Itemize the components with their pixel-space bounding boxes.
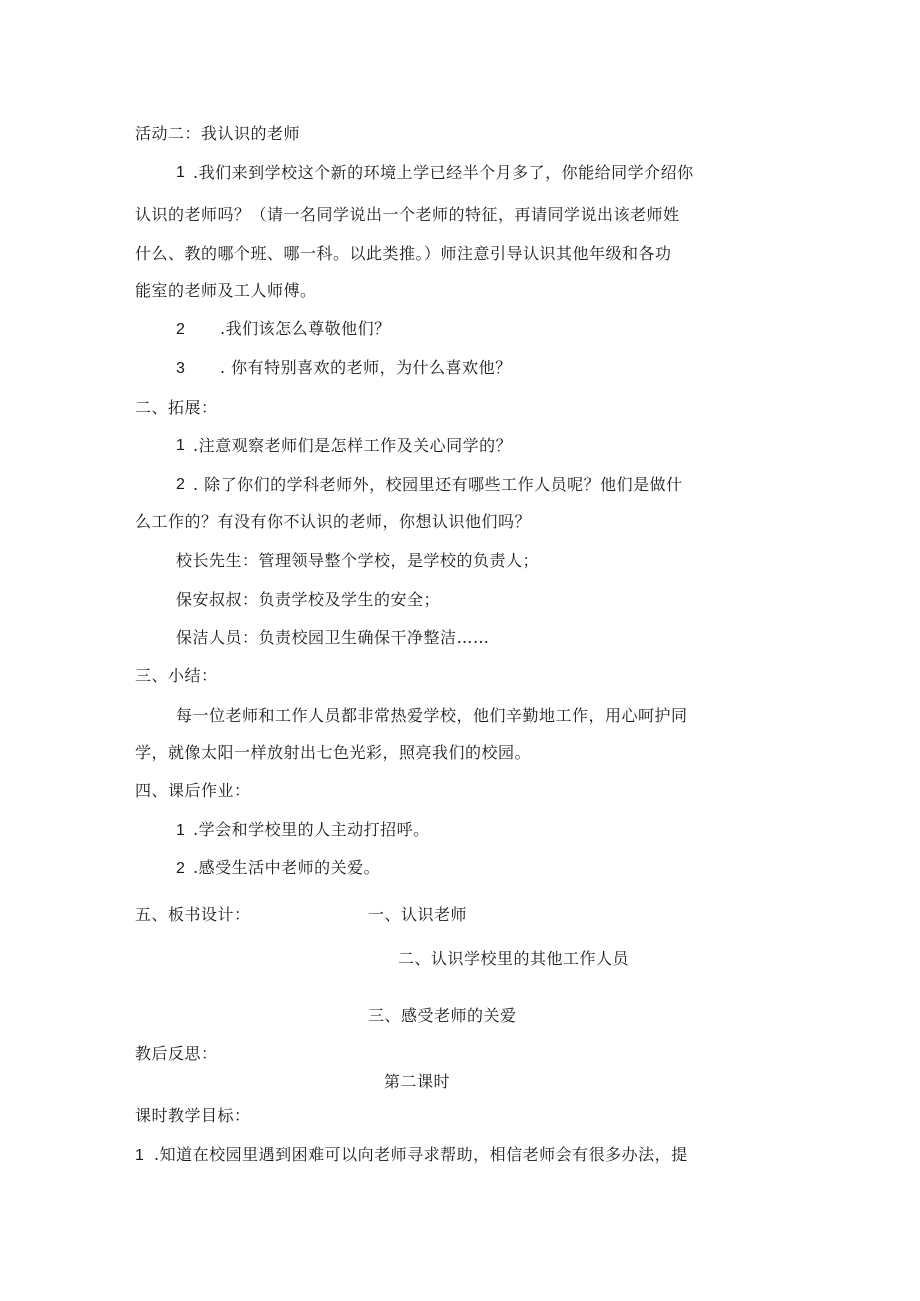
extension-item1-text: .注意观察老师们是怎样工作及关心同学的？ bbox=[193, 436, 513, 455]
activity-two-item3-text: . 你有特别喜欢的老师，为什么喜欢他？ bbox=[220, 358, 512, 377]
board-point1: 一、认识老师 bbox=[368, 905, 468, 924]
summary-heading: 三、小结： bbox=[135, 666, 218, 685]
extension-item2-number: 2 bbox=[176, 476, 186, 493]
activity-two-item1-line4: 能室的老师及工人师傅。 bbox=[135, 281, 317, 300]
extension-item1-number: 1 bbox=[176, 437, 186, 454]
role-principal: 校长先生：管理领导整个学校，是学校的负责人； bbox=[176, 551, 540, 570]
lesson-two-title: 第二课时 bbox=[384, 1072, 451, 1091]
lesson-goals-heading: 课时教学目标： bbox=[135, 1106, 251, 1125]
homework-heading: 四、课后作业： bbox=[135, 781, 251, 800]
homework-item2-number: 2 bbox=[176, 860, 186, 877]
lesson-goal1-text: .知道在校园里遇到困难可以向老师寻求帮助，相信老师会有很多办法，提 bbox=[154, 1145, 688, 1164]
activity-two-item1-line2: 认识的老师吗？（请一名同学说出一个老师的特征，再请同学说出该老师姓 bbox=[135, 205, 680, 224]
role-security: 保安叔叔：负责学校及学生的安全； bbox=[176, 590, 441, 609]
extension-item2-line2: 么工作的？有没有你不认识的老师，你想认识他们吗？ bbox=[135, 512, 532, 531]
activity-two-item1-number: 1 bbox=[176, 164, 186, 181]
homework-item2-text: .感受生活中老师的关爱。 bbox=[193, 858, 381, 877]
homework-item1-text: .学会和学校里的人主动打招呼。 bbox=[193, 820, 430, 839]
activity-two-item2-number: 2 bbox=[176, 321, 186, 338]
activity-two-item1-line3: 什么、教的哪个班、哪一科。以此类推。）师注意引导认识其他年级和各功 bbox=[135, 244, 672, 263]
lesson-goal1-number: 1 bbox=[135, 1147, 145, 1164]
reflection-heading: 教后反思： bbox=[135, 1044, 218, 1063]
extension-item2-line1: . 除了你们的学科老师外，校园里还有哪些工作人员呢？他们是做什 bbox=[193, 475, 683, 494]
summary-line1: 每一位老师和工作人员都非常热爱学校，他们辛勤地工作，用心呵护同 bbox=[176, 706, 688, 725]
activity-two-item1-line1: .我们来到学校这个新的环境上学已经半个月多了，你能给同学介绍你 bbox=[193, 163, 694, 182]
activity-two-item3-number: 3 bbox=[176, 360, 186, 377]
role-cleaning: 保洁人员：负责校园卫生确保干净整洁…… bbox=[176, 628, 490, 647]
activity-two-item2-text: .我们该怎么尊敬他们？ bbox=[220, 319, 391, 338]
board-heading: 五、板书设计： bbox=[135, 905, 251, 924]
extension-heading: 二、拓展： bbox=[135, 398, 218, 417]
activity-two-heading: 活动二：我认识的老师 bbox=[135, 124, 301, 143]
board-point3: 三、感受老师的关爱 bbox=[368, 1006, 517, 1025]
homework-item1-number: 1 bbox=[176, 822, 186, 839]
board-point2: 二、认识学校里的其他工作人员 bbox=[398, 949, 630, 968]
summary-line2: 学，就像太阳一样放射出七色光彩，照亮我们的校园。 bbox=[135, 743, 532, 762]
